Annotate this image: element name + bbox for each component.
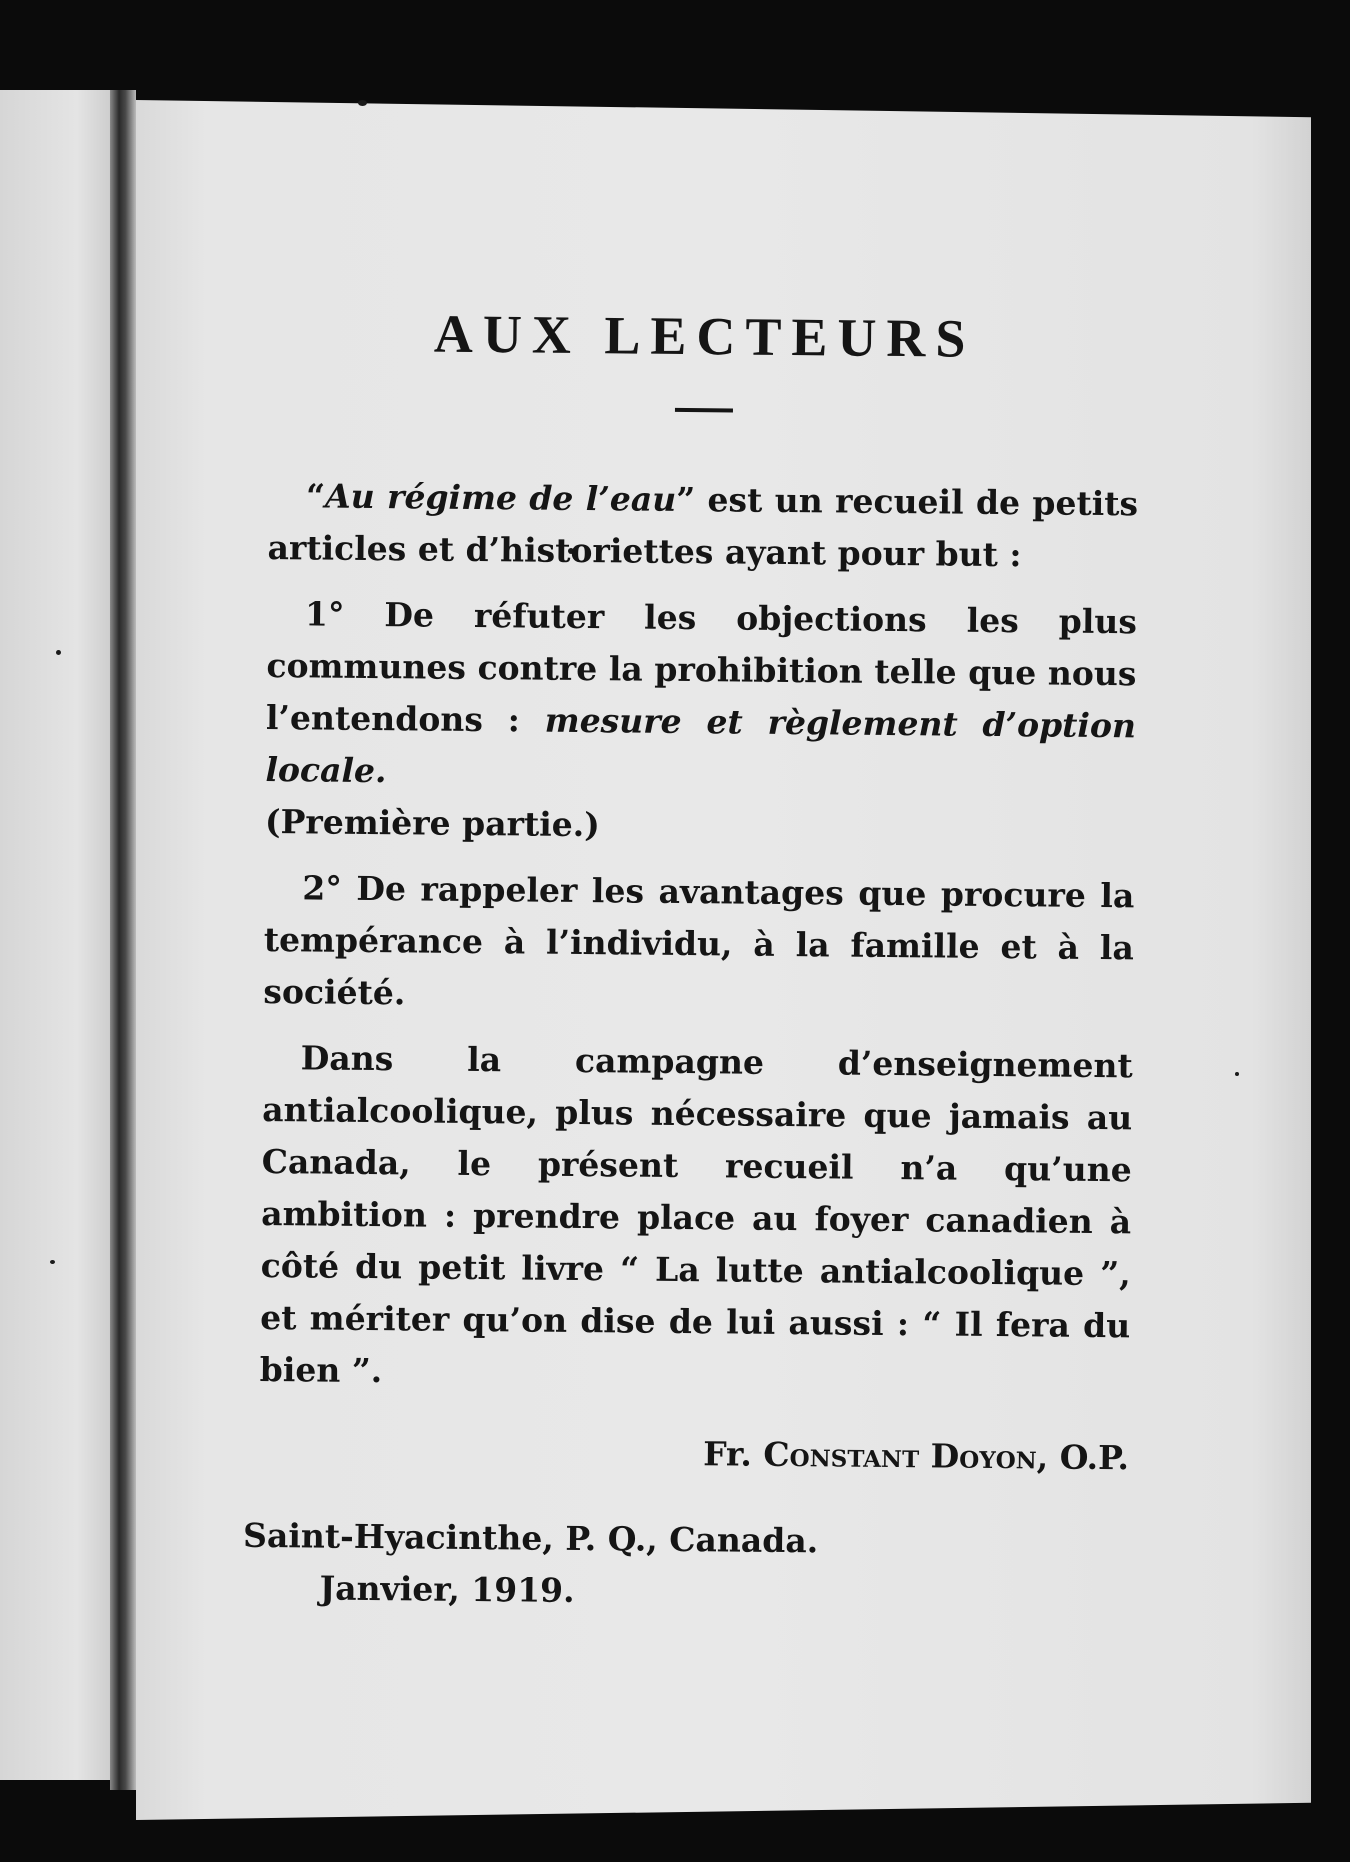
quote-open: “ bbox=[305, 476, 326, 516]
speck bbox=[56, 650, 61, 655]
right-border bbox=[1311, 120, 1350, 1820]
signature-name: Constant Doyon, bbox=[763, 1434, 1049, 1477]
signature-prefix: Fr. bbox=[703, 1434, 753, 1474]
point-one-note: (Première partie.) bbox=[264, 801, 601, 845]
date-line: Janvier, 1919. bbox=[319, 1568, 575, 1610]
quote-close: ” bbox=[675, 479, 696, 520]
closing-paragraph: Dans la campagne d’enseignement antialcoolique, plus nécessaire que jamais au Canada, le présent recueil n’a qu’une ambition : prendre place au foyer canadien à côté du petit livre “ La lutte antialcoolique ”, et mériter qu’on dise de lui aussi : “ Il fera du bien ”. bbox=[259, 1038, 1133, 1391]
point-one-paragraph bbox=[265, 588, 1137, 856]
speck bbox=[50, 1260, 55, 1264]
intro-text: est un recueil de petits articles et d’historiettes ayant pour but : bbox=[267, 480, 1139, 575]
signature bbox=[259, 1424, 1129, 1484]
point-two-paragraph: 2° De rappeler les avantages que procure la tempérance à l’individu, à la famille et à la société. bbox=[263, 868, 1135, 1013]
book-gutter bbox=[110, 90, 136, 1790]
page-content bbox=[242, 300, 1140, 1636]
title-rule bbox=[675, 408, 733, 413]
book-title: Au régime de l’eau bbox=[324, 476, 677, 519]
speck bbox=[358, 100, 367, 106]
intro-paragraph bbox=[267, 470, 1138, 582]
page-title: AUX LECTEURS bbox=[433, 303, 976, 369]
point-one-emphasis: mesure et règlement d’option locale. bbox=[265, 700, 1137, 791]
left-page-edge bbox=[0, 90, 128, 1780]
point-one-text: 1° De réfuter les objections les plus communes contre la prohibition telle que nous l’entendons : bbox=[265, 594, 1138, 740]
signature-suffix: O.P. bbox=[1059, 1437, 1130, 1478]
place-line: Saint-Hyacinthe, P. Q., Canada. bbox=[242, 1515, 819, 1561]
speck bbox=[1235, 1072, 1239, 1076]
